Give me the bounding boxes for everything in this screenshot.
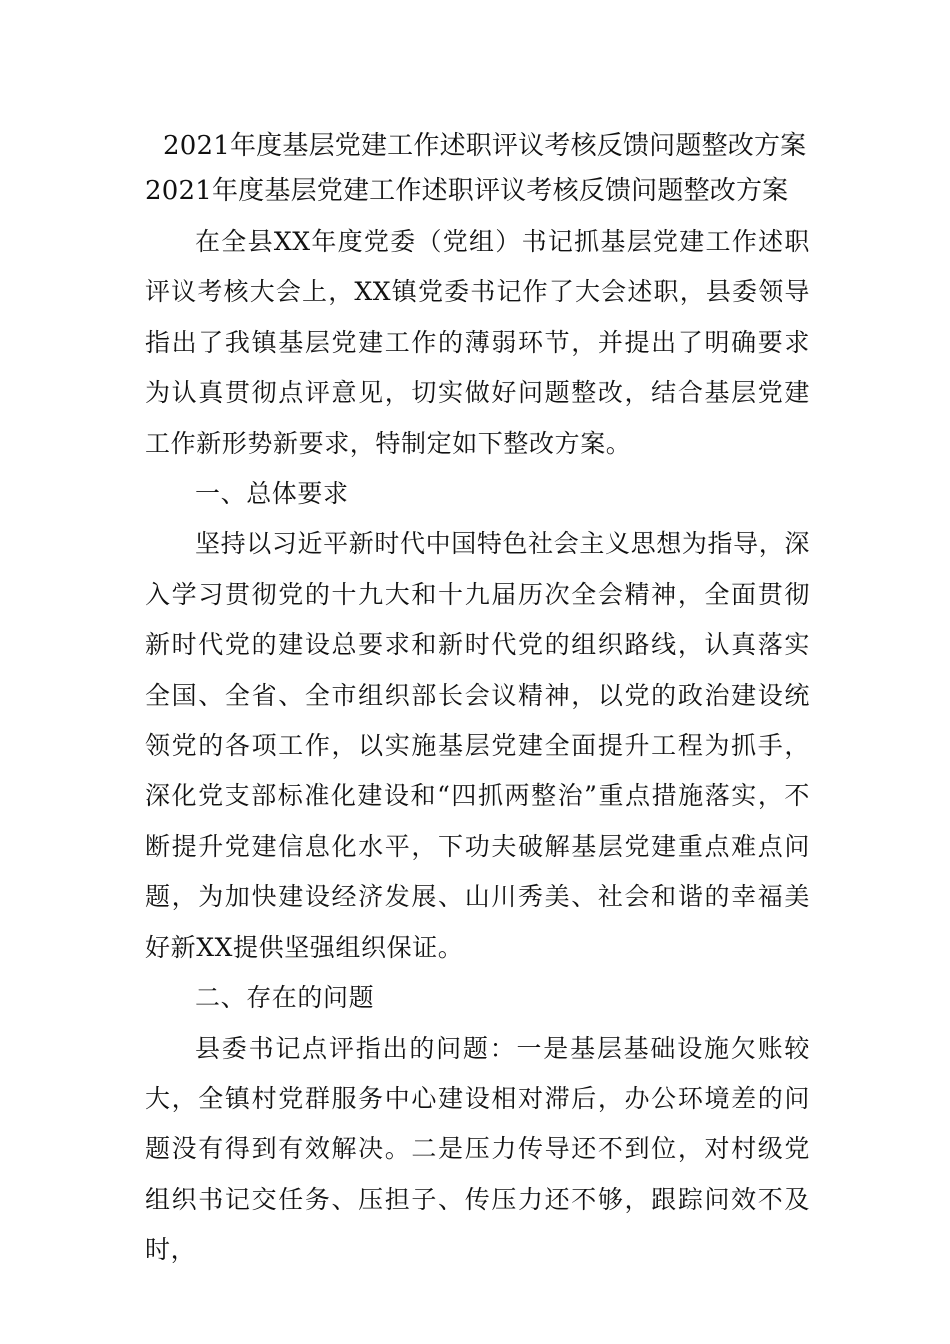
section-heading-general-requirements: 一、总体要求 [195, 479, 349, 509]
general-requirements-paragraph: 坚持以习近平新时代中国特色社会主义思想为指导，深入学习贯彻党的十九大和十九届历次全会精神，全面贯彻新时代党的建设总要求和新时代党的组织路线，认真落实全国、全省、全市组织部长会议精神，以党的政治建设统领党的各项工作，以实施基层党建全面提升工程为抓手，深化党支部标准化建设和“四抓两整治”重点措施落实，不断提升党建信息化水平，下功夫破解基层党建重点难点问题，为加快建设经济发展、山川秀美、社会和谐的幸福美好新XX提供坚强组织保证。 [145, 529, 810, 962]
document-title: 2021年度基层党建工作述职评议考核反馈问题整改方案 [163, 131, 807, 161]
intro-paragraph: 在全县XX年度党委（党组）书记抓基层党建工作述职评议考核大会上，XX镇党委书记作了大会述职，县委领导指出了我镇基层党建工作的薄弱环节，并提出了明确要求为认真贯彻点评意见，切实做好问题整改，结合基层党建工作新形势新要求，特制定如下整改方案。 [145, 227, 810, 458]
section-heading-existing-problems: 二、存在的问题 [195, 983, 375, 1013]
existing-problems-paragraph: 县委书记点评指出的问题：一是基层基础设施欠账较大，全镇村党群服务中心建设相对滞后，办公环境差的问题没有得到有效解决。二是压力传导还不到位，对村级党组织书记交任务、压担子、传压力还不够，跟踪问效不及时， [145, 1033, 810, 1265]
document-content [145, 124, 810, 1276]
document-title-repeat: 2021年度基层党建工作述职评议考核反馈问题整改方案 [145, 176, 789, 206]
